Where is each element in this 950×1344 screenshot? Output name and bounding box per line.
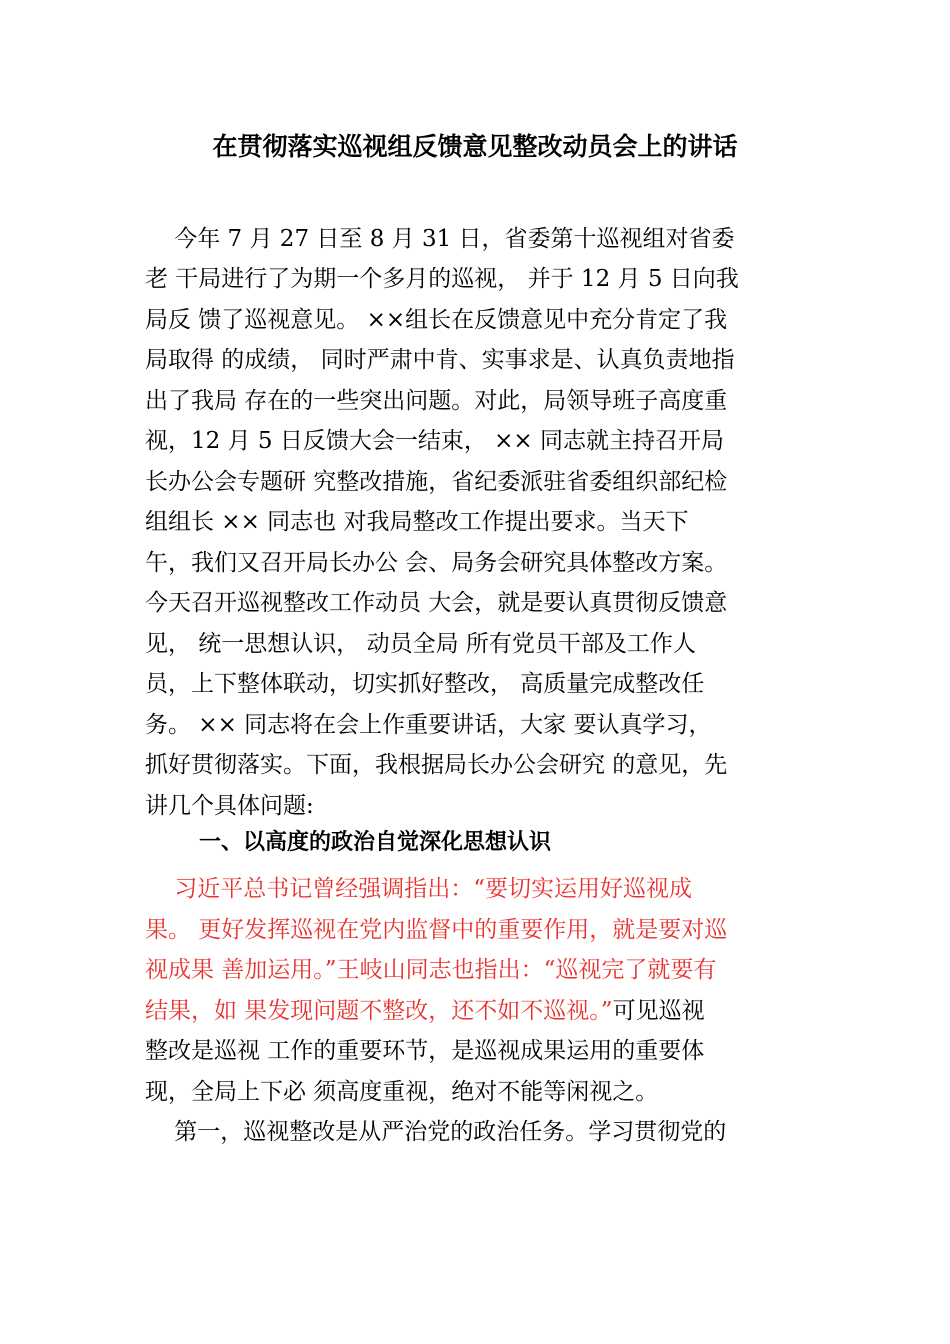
paragraph-line: 见， 统一思想认识， 动员全局 所有党员干部及工作人	[145, 631, 696, 657]
paragraph-line: 现，全局上下必 须高度重视，绝对不能等闲视之。	[145, 1079, 659, 1105]
quote-line: 习近平总书记曾经强调指出：“要切实运用好巡视成	[145, 876, 693, 902]
paragraph-line: 抓好贯彻落实。下面，我根据局长办公会研究 的意见，先	[145, 752, 728, 778]
paragraph-line: 局反 馈了巡视意见。 ××组长在反馈意见中充分肯定了我	[145, 307, 728, 333]
paragraph-line: 局取得 的成绩， 同时严肃中肯、实事求是、认真负责地指	[145, 347, 735, 373]
paragraph-line: 老 干局进行了为期一个多月的巡视， 并于 12 月 5 日向我	[145, 266, 739, 292]
paragraph-line: 今天召开巡视整改工作动员 大会，就是要认真贯彻反馈意	[145, 590, 728, 616]
document-title: 在贯彻落实巡视组反馈意见整改动员会上的讲话	[212, 132, 738, 161]
quote-line: 果。 更好发挥巡视在党内监督中的重要作用，就是要对巡	[145, 917, 728, 943]
paragraph-line: 第一，巡视整改是从严治党的政治任务。学习贯彻党的	[145, 1119, 727, 1145]
quote-fragment: 结果，如 果发现问题不整改，还不如不巡视。”	[145, 998, 613, 1024]
paragraph-line: 视，12 月 5 日反馈大会一结束， ×× 同志就主持召开局	[145, 428, 724, 454]
quote-line: 视成果 善加运用。”王岐山同志也指出：“巡视完了就要有	[145, 957, 717, 983]
paragraph-line: 午，我们又召开局长办公 会、局务会研究具体整改方案。	[145, 550, 728, 576]
mixed-line	[145, 991, 815, 1031]
paragraph-line: 组组长 ×× 同志也 对我局整改工作提出要求。当天下	[145, 509, 689, 535]
paragraph-line: 务。 ×× 同志将在会上作重要讲话，大家 要认真学习，	[145, 712, 712, 738]
paragraph-line: 今年 7 月 27 日至 8 月 31 日，省委第十巡视组对省委	[145, 226, 735, 252]
paragraph-line: 出了我局 存在的一些突出问题。对此，局领导班子高度重	[145, 388, 728, 414]
section-heading: 一、以高度的政治自觉深化思想认识	[199, 830, 552, 855]
paragraph-line: 长办公会专题研 究整改措施，省纪委派驻省委组织部纪检	[145, 469, 728, 495]
paragraph-line: 整改是巡视 工作的重要环节，是巡视成果运用的重要体	[145, 1038, 705, 1064]
paragraph-line: 讲几个具体问题:	[145, 793, 314, 819]
text-fragment: 可见巡视	[612, 998, 705, 1024]
paragraph-line: 员，上下整体联动，切实抓好整改， 高质量完成整改任	[145, 671, 705, 697]
